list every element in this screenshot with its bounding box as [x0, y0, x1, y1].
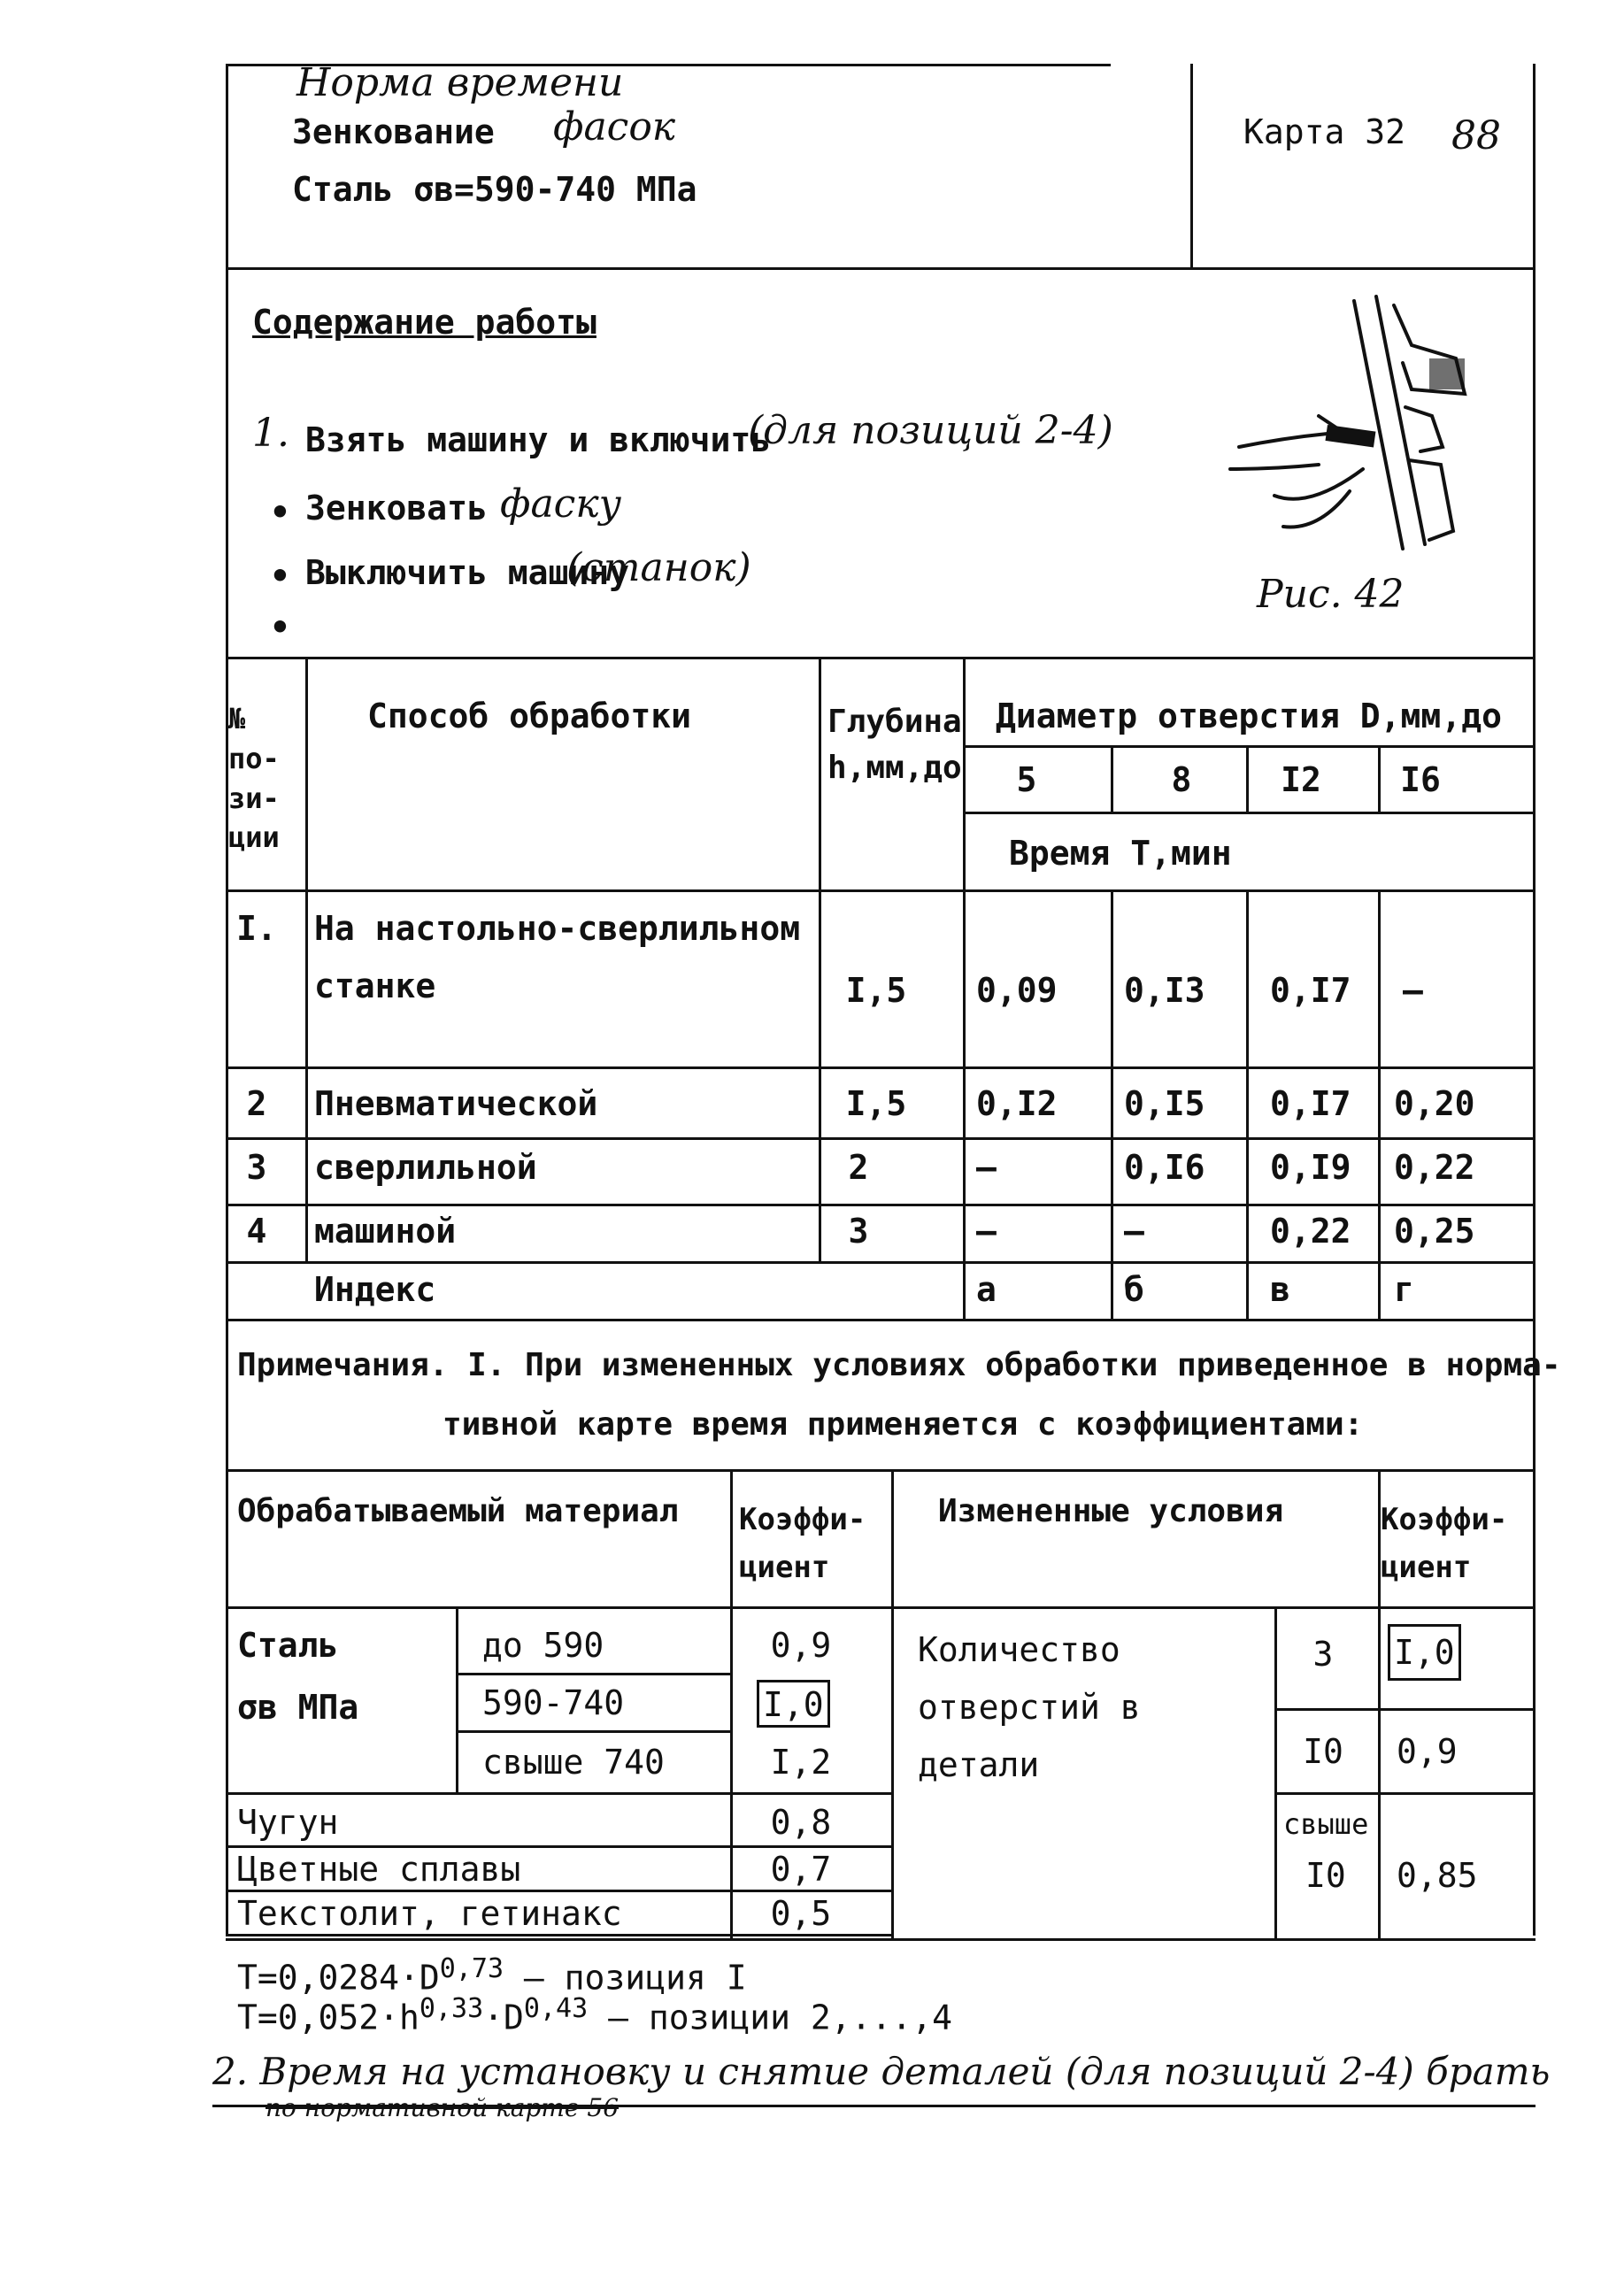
- formula-1: [237, 1953, 747, 1998]
- diam-16: I6: [1400, 760, 1441, 799]
- row1-d5: 0,09: [976, 971, 1058, 1010]
- diam-header-line: [963, 745, 1535, 748]
- col-method-sep: [819, 657, 821, 1261]
- cond-row1-line: [1274, 1708, 1535, 1711]
- steel-range-1: до 590: [482, 1626, 604, 1665]
- row4-pos: 4: [246, 1212, 267, 1251]
- cast-iron-coef: 0,8: [770, 1803, 832, 1842]
- card-label: Карта 32: [1243, 112, 1406, 151]
- h-coef2: Коэффи-циент: [1381, 1502, 1508, 1586]
- cond-n-sep: [1274, 1606, 1277, 1938]
- step4-bullet: •: [270, 608, 290, 647]
- col-d12-sep-body: [1378, 889, 1381, 1319]
- alloys-coef: 0,7: [770, 1850, 832, 1889]
- cast-iron-label: Чугун: [237, 1803, 339, 1842]
- steel-coef-2-box: [757, 1680, 830, 1728]
- coef-table-top: [226, 1469, 1535, 1472]
- row2-method: Пневматической: [314, 1084, 598, 1123]
- row3-d12: 0,I9: [1270, 1148, 1351, 1187]
- drill-figure: [1221, 292, 1505, 558]
- cond-line3: детали: [918, 1745, 1040, 1784]
- step3-bullet: •: [270, 557, 290, 596]
- formula-1-exp: 0,73: [439, 1953, 504, 1984]
- formula-top-line: [226, 1938, 1535, 1941]
- formula-2: [237, 1993, 952, 2037]
- row1-pos: I.: [236, 909, 277, 948]
- header-divider: [1190, 64, 1193, 267]
- cond-n-1: 3: [1312, 1635, 1334, 1674]
- step1-text: Взять машину и включить: [305, 420, 772, 459]
- coef-header-end: [226, 1606, 1535, 1609]
- work-heading: Содержание работы: [252, 303, 596, 342]
- step2-bullet: •: [270, 493, 290, 532]
- steel-coef-1: 0,9: [770, 1626, 832, 1665]
- row3-pos: 3: [246, 1148, 267, 1187]
- formula-1-tail: – позиция I: [523, 1958, 747, 1998]
- col-depth-header: Глубина h,мм,до: [827, 704, 962, 787]
- col-d8-sep-body: [1246, 889, 1249, 1319]
- coef-col2-sep: [891, 1469, 894, 1938]
- row2-end-line: [226, 1137, 1535, 1140]
- cond-coef-3: 0,85: [1397, 1856, 1478, 1895]
- row4-method: машиной: [314, 1212, 457, 1251]
- steel-range-3: свыше 740: [482, 1743, 665, 1782]
- col-pos-sep: [305, 657, 308, 1261]
- cond-coef-1-box: [1388, 1624, 1461, 1681]
- row3-depth: 2: [848, 1148, 869, 1187]
- row3-d5: –: [976, 1148, 997, 1187]
- h-material: Обрабатываемый материал: [237, 1493, 679, 1529]
- row3-method: сверлильной: [314, 1148, 537, 1187]
- col-d5-sep-body: [1111, 889, 1113, 1319]
- row3-end-line: [226, 1204, 1535, 1206]
- cond-coef-2: 0,9: [1397, 1732, 1458, 1771]
- formula-2-main: T=0,052·h: [237, 1998, 419, 2037]
- row2-d12: 0,I7: [1270, 1084, 1351, 1123]
- step3-handwritten: (станок): [566, 545, 751, 590]
- row1-d12: 0,I7: [1270, 971, 1351, 1010]
- row4-d12: 0,22: [1270, 1212, 1351, 1251]
- row4-depth: 3: [848, 1212, 869, 1251]
- step1-handwritten: (для позиций 2-4): [748, 408, 1113, 453]
- diam-5: 5: [1016, 760, 1037, 799]
- diam-12: I2: [1281, 760, 1321, 799]
- alloys-label: Цветные сплавы: [237, 1850, 521, 1889]
- footer-note-line2: по нормативной карте 56: [266, 2093, 620, 2122]
- steel-range-2: 590-740: [482, 1683, 625, 1722]
- textolite-coef: 0,5: [770, 1894, 832, 1933]
- cast-iron-line: [226, 1845, 891, 1848]
- cond-coef-1: I,0: [1394, 1633, 1455, 1672]
- coef-col1-sep: [730, 1469, 733, 1938]
- row4-d5: –: [976, 1212, 997, 1251]
- figure-label: Рис. 42: [1257, 572, 1405, 617]
- row3-d16: 0,22: [1394, 1148, 1475, 1187]
- index-g: г: [1394, 1270, 1414, 1309]
- textolite-label: Текстолит, гетинакс: [237, 1894, 622, 1933]
- steel-coef-3: I,2: [770, 1743, 832, 1782]
- cond-line2: отверстий в: [918, 1688, 1141, 1727]
- index-b: б: [1124, 1270, 1144, 1309]
- page-number: 88: [1451, 113, 1501, 158]
- row1-method-line1: На настольно-сверлильном: [314, 909, 801, 948]
- row1-depth: I,5: [845, 971, 907, 1010]
- index-v: в: [1270, 1270, 1290, 1309]
- operation-handwritten: фасок: [553, 104, 676, 150]
- operation-printed: Зенкование: [292, 112, 495, 151]
- material-spec: Сталь σв=590-740 МПа: [292, 170, 697, 209]
- row2-d8: 0,I5: [1124, 1084, 1205, 1123]
- col-pos-header: № по-зи-ции: [228, 702, 280, 855]
- row4-d8: –: [1124, 1212, 1144, 1251]
- cond-n-2: I0: [1303, 1732, 1343, 1771]
- diam-8: 8: [1171, 760, 1192, 799]
- formula-2-exp2: 0,43: [523, 1993, 589, 2024]
- diam-values-line: [963, 812, 1535, 814]
- header-bottom-border: [226, 267, 1535, 270]
- note-line1: Примечания. I. При измененных условиях обработки приведенное в норма-: [237, 1347, 1561, 1383]
- norm-title: Норма времени: [296, 60, 624, 105]
- steel-coef-2: I,0: [763, 1685, 824, 1724]
- cond-row2-line: [1274, 1792, 1535, 1795]
- col-d12-sep: [1378, 745, 1381, 812]
- cond-n-3-line1: свыше: [1283, 1807, 1369, 1841]
- steel-row2-line: [456, 1730, 730, 1733]
- row3-d8: 0,I6: [1124, 1148, 1205, 1187]
- formula-1-main: T=0,0284·D: [237, 1958, 440, 1998]
- row1-method-line2: станке: [314, 966, 436, 1005]
- row2-d16: 0,20: [1394, 1084, 1475, 1123]
- cond-line1: Количество: [918, 1630, 1120, 1669]
- col-diameter-header: Диаметр отверстия D,мм,до: [996, 697, 1502, 735]
- cond-n-3-line2: I0: [1305, 1856, 1346, 1895]
- row1-d16: –: [1403, 971, 1423, 1010]
- index-a: а: [976, 1270, 997, 1309]
- row2-pos: 2: [246, 1084, 267, 1123]
- row4-end-line: [226, 1261, 1535, 1264]
- col-method-header: Способ обработки: [367, 697, 692, 735]
- formula-2-mid: ·D: [483, 1998, 524, 2037]
- col-d5-sep: [1111, 745, 1113, 812]
- right-border: [1533, 64, 1535, 1936]
- coef-left-border: [226, 1469, 228, 1934]
- steel-end-line: [226, 1792, 891, 1795]
- steel-label: Сталь: [237, 1626, 339, 1665]
- header-end-line: [226, 889, 1535, 892]
- row1-d8: 0,I3: [1124, 971, 1205, 1010]
- steel-units: σв МПа: [237, 1688, 359, 1727]
- h-coef: Коэффи-циент: [739, 1502, 866, 1586]
- footer-note-line1: 2. Время на установку и снятие деталей (для позиций 2-4) брать: [212, 2050, 1551, 2093]
- index-end-line: [226, 1319, 1535, 1321]
- step2-handwritten: фаску: [500, 481, 622, 527]
- col-d8-sep: [1246, 745, 1249, 812]
- step3-text: Выключить машину: [305, 553, 630, 592]
- row1-end-line: [226, 1066, 1535, 1069]
- formula-2-exp1: 0,33: [419, 1993, 484, 2024]
- col-depth-sep: [963, 657, 966, 1319]
- step1-number: 1.: [252, 411, 289, 456]
- steel-range-sep: [456, 1606, 458, 1792]
- row4-d16: 0,25: [1394, 1212, 1475, 1251]
- note-line2: тивной карте время применяется с коэффициентами:: [443, 1406, 1364, 1443]
- h-conditions: Измененные условия: [938, 1493, 1284, 1529]
- formula-2-tail: – позиции 2,...,4: [608, 1998, 952, 2037]
- time-label: Время Т,мин: [1009, 834, 1232, 873]
- index-label: Индекс: [314, 1270, 436, 1309]
- row2-d5: 0,I2: [976, 1084, 1058, 1123]
- main-table-top: [226, 657, 1535, 659]
- textolite-line: [226, 1934, 891, 1936]
- step2-text: Зенковать: [305, 489, 488, 527]
- row2-depth: I,5: [845, 1084, 907, 1123]
- steel-row1-line: [456, 1673, 730, 1675]
- alloys-line: [226, 1890, 891, 1892]
